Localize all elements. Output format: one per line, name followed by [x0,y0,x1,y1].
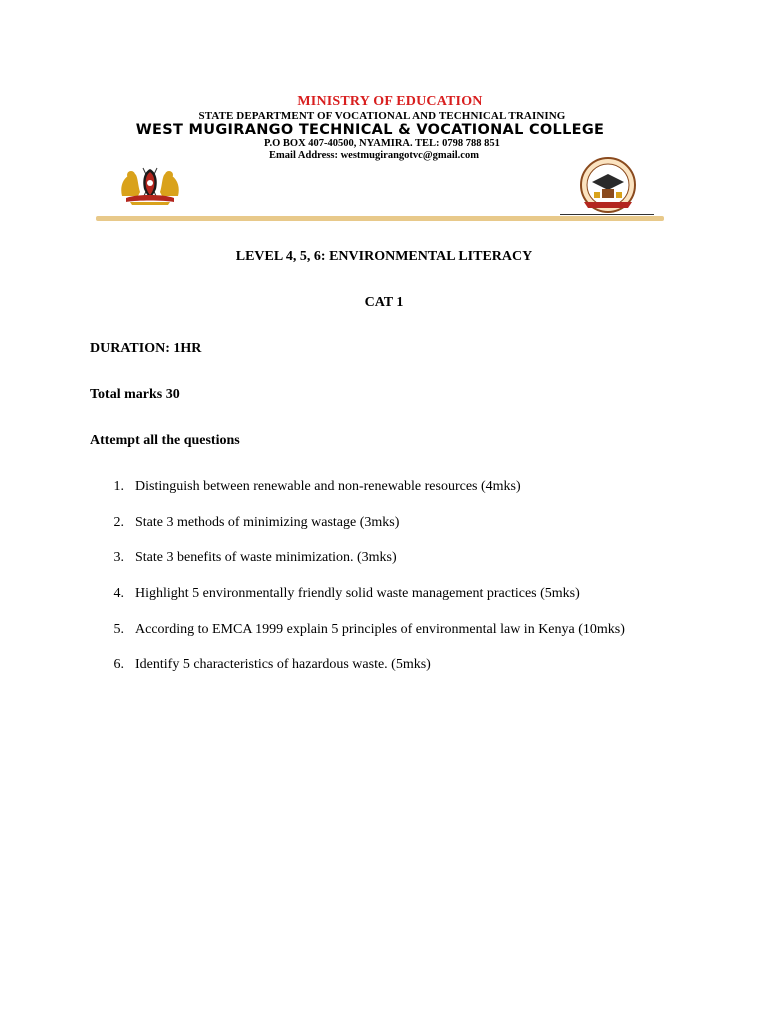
question-number: 3. [113,550,124,565]
question-text: Highlight 5 environmentally friendly solid waste management practices (5mks) [135,586,580,601]
question-number: 2. [113,515,124,530]
exam-duration: DURATION: 1HR [90,341,202,356]
question-text: Distinguish between renewable and non-renewable resources (4mks) [135,479,521,494]
question-number: 5. [113,622,124,637]
exam-instructions: Attempt all the questions [90,433,240,448]
department-title: STATE DEPARTMENT OF VOCATIONAL AND TECHNICAL TRAINING [198,110,566,122]
college-email: Email Address: westmugirangotvc@gmail.com [269,150,479,161]
ministry-title: MINISTRY OF EDUCATION [297,94,483,109]
question-number: 6. [113,657,124,672]
exam-cat: CAT 1 [364,295,404,310]
letterhead [92,90,672,224]
logo-underline [560,214,654,215]
exam-total-marks: Total marks 30 [90,387,180,402]
college-logo-icon [572,156,644,214]
question-text: According to EMCA 1999 explain 5 principles of environmental law in Kenya (10mks) [135,622,625,637]
question-text: Identify 5 characteristics of hazardous waste. (5mks) [135,657,431,672]
question-number: 4. [113,586,124,601]
question-text: State 3 methods of minimizing wastage (3mks) [135,515,400,530]
college-address: P.O BOX 407-40500, NYAMIRA. TEL: 0798 788 851 [264,138,500,149]
college-name: WEST MUGIRANGO TECHNICAL & VOCATIONAL COLLEGE [135,122,605,138]
coat-of-arms-icon [116,162,184,206]
letterhead-divider [96,216,664,221]
question-text: State 3 benefits of waste minimization. (3mks) [135,550,397,565]
question-number: 1. [113,479,124,494]
exam-title: LEVEL 4, 5, 6: ENVIRONMENTAL LITERACY [235,249,533,264]
